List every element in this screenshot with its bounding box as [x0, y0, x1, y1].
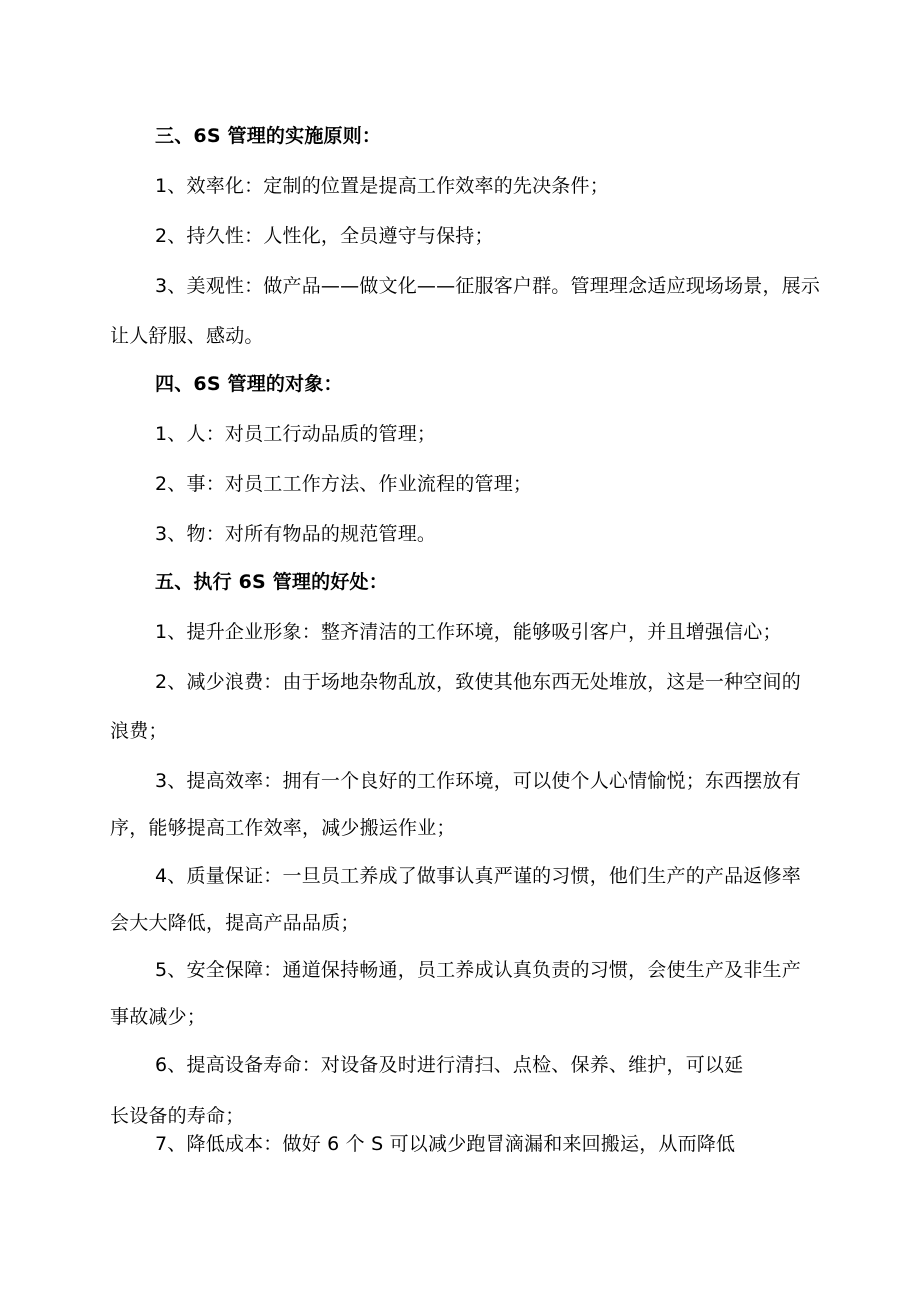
paragraph-line: 5、安全保障：通道保持畅通，员工养成认真负责的习惯，会使生产及非生产: [155, 959, 801, 981]
paragraph-line: 3、物：对所有物品的规范管理。: [155, 523, 437, 545]
paragraph-line: 2、持久性：人性化，全员遵守与保持；: [155, 225, 494, 247]
section-heading-objects: 四、6S 管理的对象：: [155, 373, 343, 395]
paragraph-line: 会大大降低，提高产品品质；: [110, 912, 360, 934]
paragraph-line: 7、降低成本：做好 6 个 S 可以减少跑冒滴漏和来回搬运，从而降低: [155, 1133, 736, 1155]
paragraph-line: 2、事：对员工工作方法、作业流程的管理；: [155, 473, 533, 495]
paragraph-line: 3、美观性：做产品——做文化——征服客户群。管理理念适应现场场景，展示: [155, 275, 821, 297]
paragraph-line: 浪费；: [110, 720, 168, 742]
section-heading-benefits: 五、执行 6S 管理的好处：: [155, 571, 388, 593]
paragraph-line: 1、人：对员工行动品质的管理；: [155, 423, 437, 445]
paragraph-line: 事故减少；: [110, 1006, 207, 1028]
paragraph-line: 2、减少浪费：由于场地杂物乱放，致使其他东西无处堆放，这是一种空间的: [155, 671, 801, 693]
paragraph-line: 6、提高设备寿命：对设备及时进行清扫、点检、保养、维护，可以延: [155, 1054, 744, 1076]
paragraph-line: 让人舒服、感动。: [110, 325, 264, 347]
paragraph-line: 序，能够提高工作效率，减少搬运作业；: [110, 817, 456, 839]
paragraph-line: 4、质量保证：一旦员工养成了做事认真严谨的习惯，他们生产的产品返修率: [155, 865, 801, 887]
section-heading-principles: 三、6S 管理的实施原则：: [155, 125, 382, 147]
paragraph-line: 1、效率化：定制的位置是提高工作效率的先决条件；: [155, 175, 609, 197]
paragraph-line: 1、提升企业形象：整齐清洁的工作环境，能够吸引客户，并且增强信心；: [155, 621, 782, 643]
paragraph-line: 长设备的寿命；: [110, 1105, 245, 1127]
paragraph-line: 3、提高效率：拥有一个良好的工作环境，可以使个人心情愉悦；东西摆放有: [155, 770, 801, 792]
